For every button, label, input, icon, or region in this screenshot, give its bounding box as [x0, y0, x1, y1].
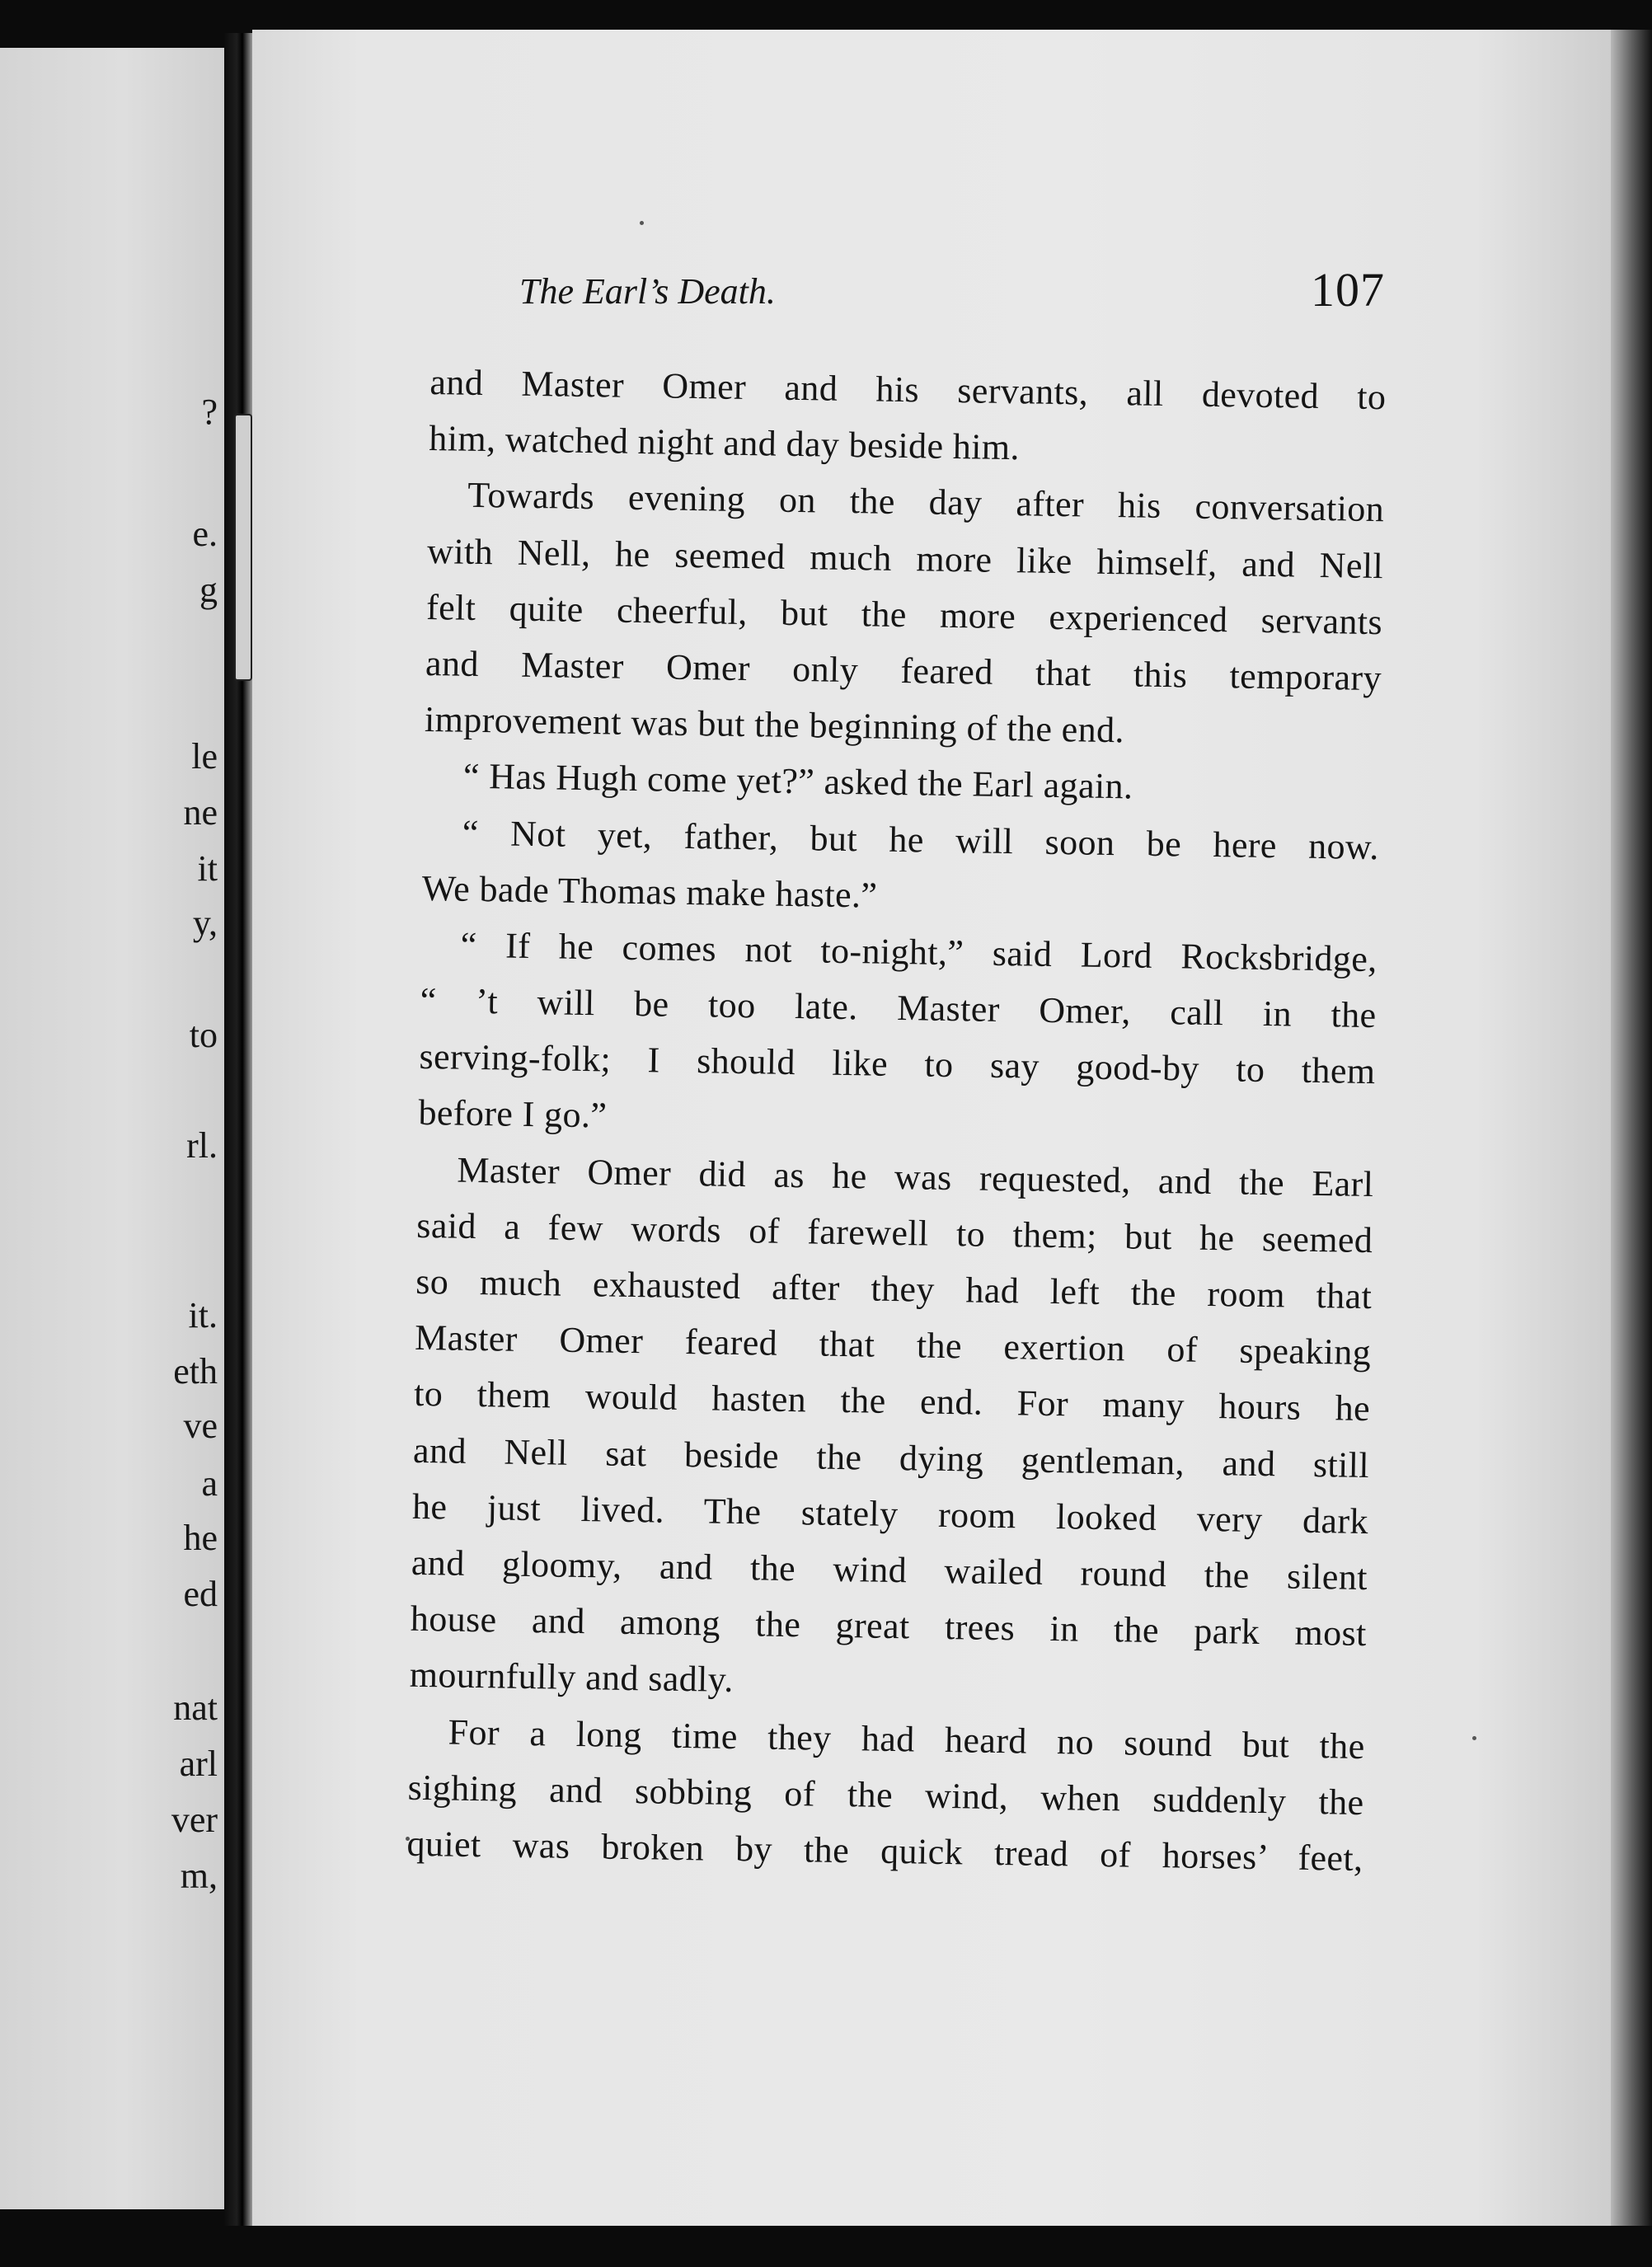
- text-line: to them would hasten the end. For many hours he: [413, 1373, 1371, 1429]
- text-line: him, watched night and day beside him.: [429, 418, 1021, 468]
- text-line: before I go.”: [418, 1092, 608, 1136]
- left-page-fragment: it.: [188, 1295, 218, 1335]
- text-line: and Master Omer only feared that this temporary: [425, 642, 1382, 699]
- text-line: serving-folk; I should like to say good-by to them: [419, 1036, 1376, 1092]
- previous-page-sliver: [0, 48, 224, 2209]
- left-page-fragment: ve: [183, 1406, 218, 1446]
- left-page-fragment: ver: [171, 1800, 218, 1840]
- left-page-fragment: m,: [180, 1856, 218, 1896]
- paper-speck: [640, 221, 644, 225]
- text-line: For a long time they had heard no sound but the: [448, 1711, 1366, 1767]
- text-line: with Nell, he seemed much more like himself, and Nell: [426, 530, 1384, 586]
- text-line: felt quite cheerful, but the more experienced servants: [425, 586, 1383, 642]
- text-line: house and among the great trees in the park most: [410, 1598, 1368, 1654]
- text-line: Towards evening on the day after his conversation: [467, 475, 1385, 530]
- left-page-fragment: e.: [192, 514, 218, 554]
- text-line: Master Omer feared that the exertion of speaking: [414, 1317, 1372, 1373]
- paper-speck: [1472, 1736, 1476, 1740]
- text-line: “ Not yet, father, but he will soon be here now.: [462, 812, 1380, 867]
- text-line: said a few words of farewell to them; but he seemed: [416, 1204, 1373, 1260]
- left-page-fragment: ne: [183, 792, 218, 833]
- text-line: mournfully and sadly.: [409, 1654, 734, 1701]
- text-line: improvement was but the beginning of the end.: [424, 699, 1125, 751]
- text-line: We bade Thomas make haste.”: [421, 867, 878, 916]
- text-line: quiet was broken by the quick tread of horses’ feet,: [406, 1823, 1363, 1879]
- text-line: and Nell sat beside the dying gentleman, and still: [412, 1429, 1370, 1486]
- running-head: The Earl’s Death.: [519, 271, 776, 312]
- text-line: “ Has Hugh come yet?” asked the Earl again.: [462, 756, 1133, 807]
- left-page-fragment: a: [201, 1463, 218, 1504]
- left-page-fragment: nat: [173, 1687, 218, 1728]
- left-page-fragment: ?: [201, 392, 218, 432]
- text-line: “ ’t will be too late. Master Omer, call in the: [420, 979, 1377, 1036]
- left-page-fragment: to: [189, 1015, 218, 1055]
- left-page-fragment: g: [199, 570, 218, 610]
- text-line: he just lived. The stately room looked very dark: [411, 1486, 1369, 1542]
- left-page-fragment: it: [197, 848, 218, 889]
- book-gutter: [224, 33, 252, 2226]
- text-line: sighing and sobbing of the wind, when suddenly the: [407, 1767, 1364, 1823]
- left-page-fragment: eth: [173, 1351, 218, 1392]
- page-edge-shadow: [1611, 30, 1652, 2226]
- text-line: Master Omer did as he was requested, and the Earl: [457, 1149, 1374, 1204]
- text-line: so much exhausted after they had left the room that: [415, 1260, 1373, 1317]
- left-page-fragment: le: [191, 736, 218, 777]
- left-page-fragment: arl: [179, 1744, 218, 1784]
- left-page-fragment: ed: [183, 1574, 218, 1614]
- left-page-fragment: he: [183, 1518, 218, 1558]
- body-text: [406, 354, 1387, 1887]
- page-header: [519, 262, 1385, 328]
- page-number: 107: [1311, 263, 1385, 317]
- left-page-fragment: y,: [192, 903, 218, 943]
- text-line: “ If he comes not to-night,” said Lord Rocksbridge,: [460, 924, 1378, 980]
- text-line: and gloomy, and the wind wailed round the silent: [411, 1542, 1368, 1598]
- binding-strip: [234, 414, 252, 681]
- left-page-fragment: rl.: [186, 1125, 218, 1166]
- text-line: and Master Omer and his servants, all devoted to: [429, 361, 1387, 418]
